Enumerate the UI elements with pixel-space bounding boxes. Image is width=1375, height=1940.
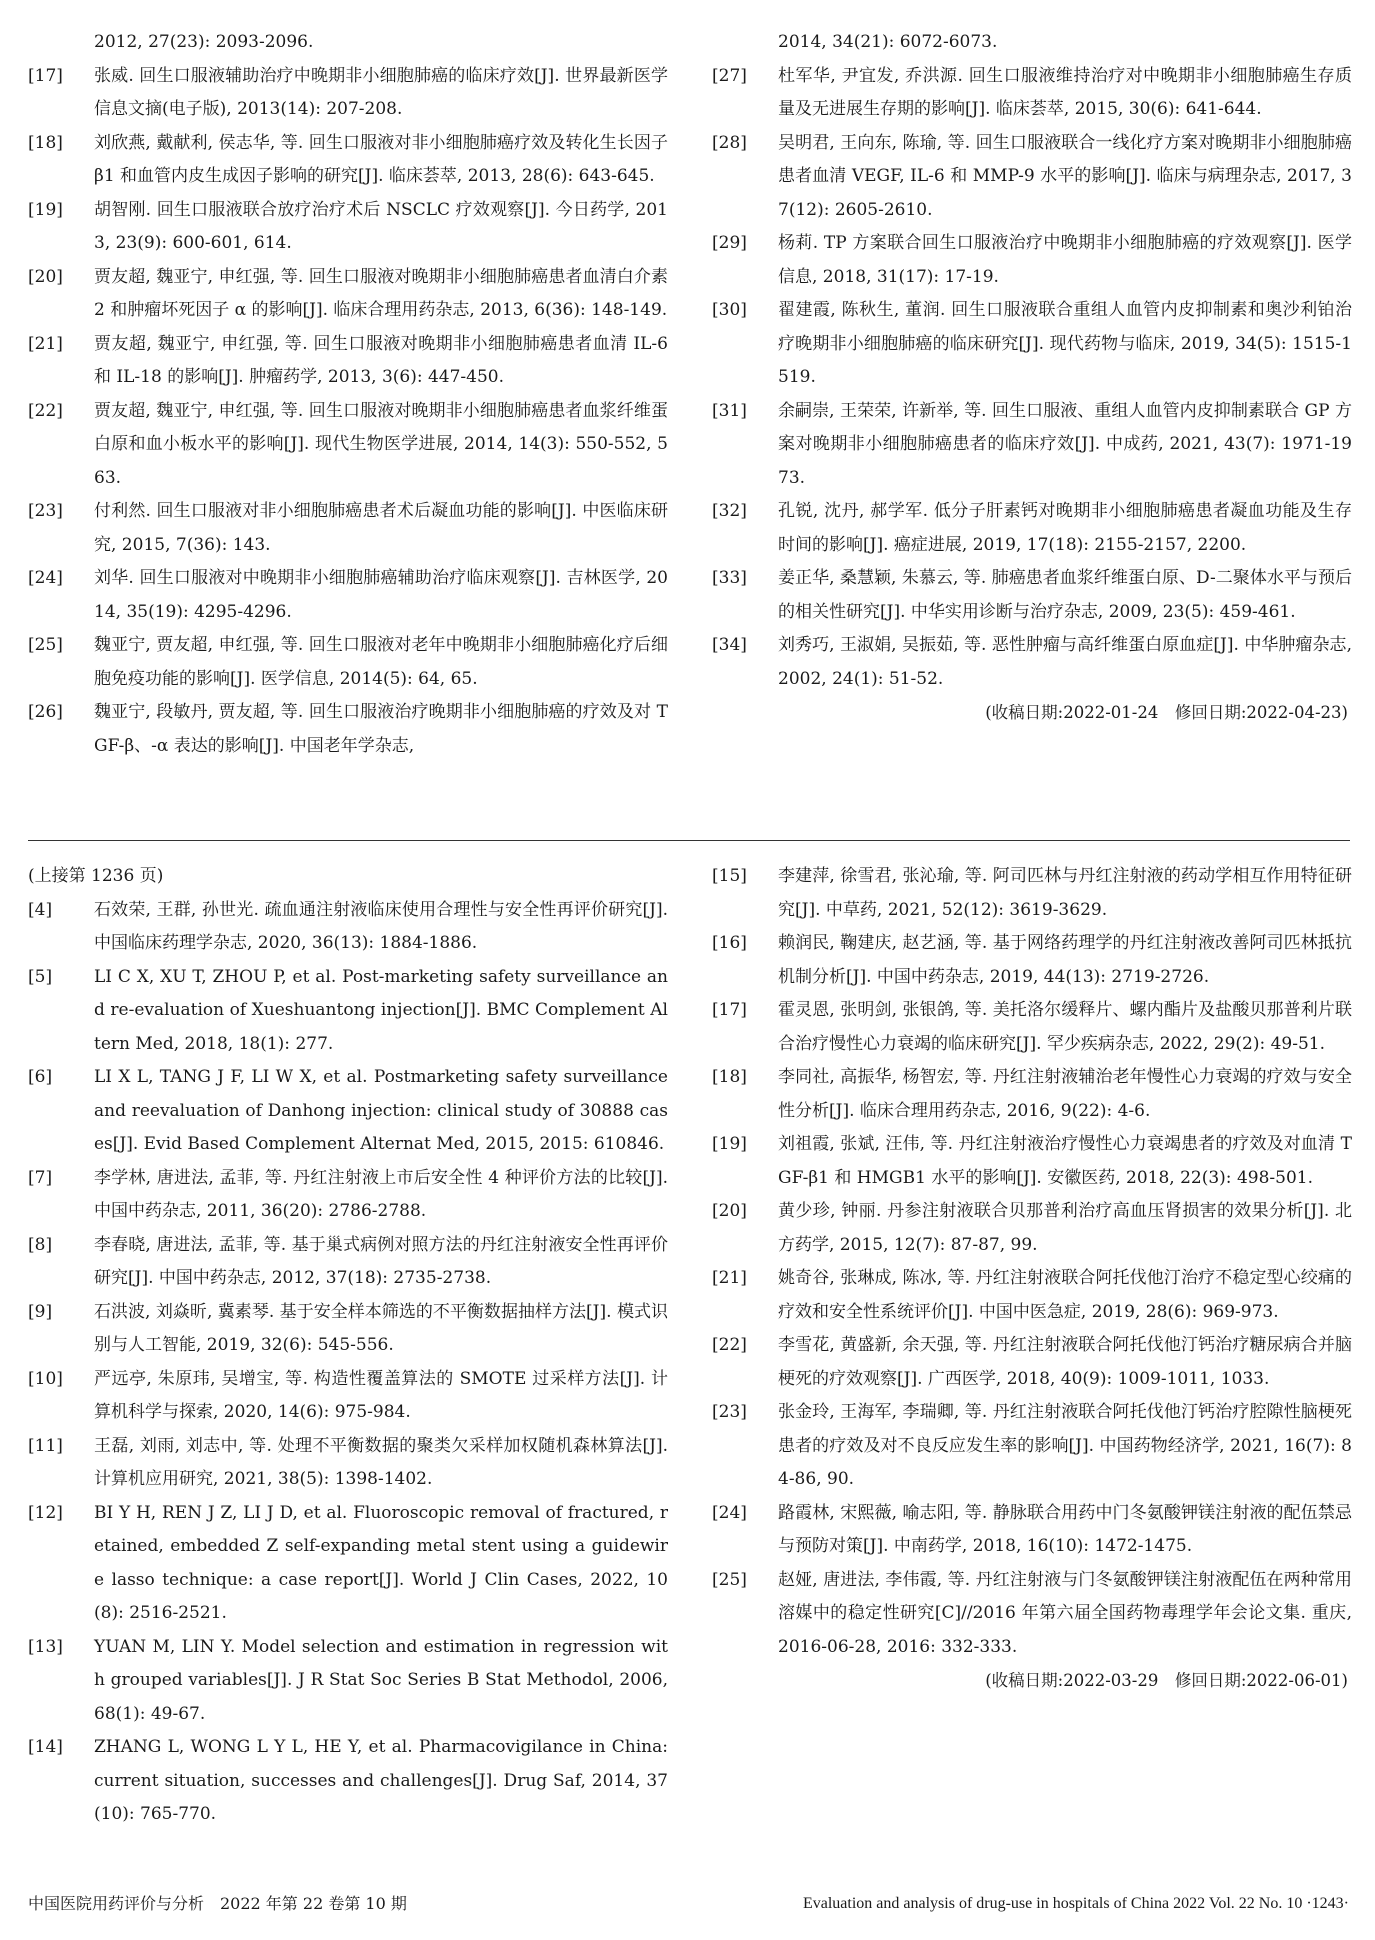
reference-number: [8] xyxy=(28,1234,53,1255)
reference-list xyxy=(28,894,668,1832)
reference-number: [14] xyxy=(28,1737,63,1757)
reference-entry xyxy=(28,328,668,395)
reference-text: 杨莉. TP 方案联合回生口服液治疗中晚期非小细胞肺癌的疗效观察[J]. 医学信息, 2018, 31(17): 17-19. xyxy=(778,233,1352,287)
reference-number: [32] xyxy=(712,501,747,521)
reference-entry xyxy=(28,961,668,1062)
reference-number: [6] xyxy=(28,1067,53,1087)
section-divider xyxy=(28,840,1350,841)
reference-text: 张金玲, 王海军, 李瑞卿, 等. 丹红注射液联合阿托伐他汀钙治疗腔隙性脑梗死患者的疗效及对不良反应发生率的影响[J]. 中国药物经济学, 2021, 16(7): 84-86, 90. xyxy=(778,1402,1352,1489)
reference-number: [23] xyxy=(28,501,63,521)
reference-number: [22] xyxy=(28,400,63,421)
reference-entry xyxy=(28,1363,668,1430)
reference-text: 李学林, 唐进法, 孟菲, 等. 丹红注射液上市后安全性 4 种评价方法的比较[J]. 中国中药杂志, 2011, 36(20): 2786-2788. xyxy=(94,1167,668,1221)
reference-number: [15] xyxy=(712,866,747,886)
reference-entry xyxy=(712,1497,1352,1564)
reference-entry xyxy=(712,1195,1352,1262)
reference-text: 石效荣, 王群, 孙世光. 疏血通注射液临床使用合理性与安全性再评价研究[J]. 中国临床药理学杂志, 2020, 36(13): 1884-1886. xyxy=(94,899,668,953)
reference-number: [5] xyxy=(28,966,53,987)
reference-number: [34] xyxy=(712,635,747,655)
reference-text: 刘欣燕, 戴献利, 侯志华, 等. 回生口服液对非小细胞肺癌疗效及转化生长因子 β1 和血管内皮生成因子影响的研究[J]. 临床荟萃, 2013, 28(6): 643-645. xyxy=(94,132,668,186)
reference-entry xyxy=(28,894,668,961)
reference-number: [24] xyxy=(28,568,63,588)
reference-text: LI C X, XU T, ZHOU P, et al. Post-marketing safety surveillance and re-evaluation of Xueshuantong injection[J]. BMC Complement Altern Med, 2018, 18(1): 277. xyxy=(94,966,668,1054)
reference-entry xyxy=(28,194,668,261)
reference-entry xyxy=(28,1229,668,1296)
reference-number: [25] xyxy=(712,1569,747,1590)
reference-text: 姚奇谷, 张琳成, 陈冰, 等. 丹红注射液联合阿托伐他汀治疗不稳定型心绞痛的疗效和安全性系统评价[J]. 中国中医急症, 2019, 28(6): 969-973. xyxy=(778,1268,1352,1322)
reference-text: ZHANG L, WONG L Y L, HE Y, et al. Pharmacovigilance in China: current situation, successes and challenges[J]. Drug Saf, 2014, 37(10): 765-770. xyxy=(94,1737,668,1824)
reference-entry xyxy=(28,629,668,696)
reference-text: 贾友超, 魏亚宁, 申红强, 等. 回生口服液对晚期非小细胞肺癌患者血清白介素 2 和肿瘤坏死因子 α 的影响[J]. 临床合理用药杂志, 2013, 6(36): 148-149. xyxy=(94,266,668,320)
reference-number: [21] xyxy=(28,333,63,354)
reference-entry xyxy=(28,1631,668,1732)
reference-entry xyxy=(28,1731,668,1832)
reference-number: [21] xyxy=(712,1268,747,1288)
reference-text: 李雪花, 黄盛新, 余天强, 等. 丹红注射液联合阿托伐他汀钙治疗糖尿病合并脑梗死的疗效观察[J]. 广西医学, 2018, 40(9): 1009-1011, 1033. xyxy=(778,1335,1352,1389)
reference-number: [20] xyxy=(28,266,63,287)
reference-entry xyxy=(712,1128,1352,1195)
reference-entry xyxy=(28,395,668,496)
reference-number: [26] xyxy=(28,702,63,722)
reference-entry xyxy=(712,1564,1352,1665)
reference-number: [13] xyxy=(28,1636,63,1657)
reference-list xyxy=(712,60,1352,697)
reference-number: [27] xyxy=(712,65,747,86)
reference-number: [25] xyxy=(28,635,63,655)
reference-text: 2012, 27(23): 2093-2096. xyxy=(94,32,314,52)
reference-text: 付利然. 回生口服液对非小细胞肺癌患者术后凝血功能的影响[J]. 中医临床研究, 2015, 7(36): 143. xyxy=(94,501,668,555)
reference-text: 2014, 34(21): 6072-6073. xyxy=(778,32,998,52)
reference-entry xyxy=(28,1430,668,1497)
reference-number: [16] xyxy=(712,933,747,953)
reference-text: 孔锐, 沈丹, 郝学军. 低分子肝素钙对晚期非小细胞肺癌患者凝血功能及生存时间的影响[J]. 癌症进展, 2019, 17(18): 2155-2157, 2200. xyxy=(778,501,1352,555)
reference-text: 赵娅, 唐进法, 李伟霞, 等. 丹红注射液与门冬氨酸钾镁注射液配伍在两种常用溶媒中的稳定性研究[C]//2016 年第六届全国药物毒理学年会论文集. 重庆, 2016-06-28, 2016: 332-333. xyxy=(778,1569,1352,1657)
reference-text: 姜正华, 桑慧颖, 朱慕云, 等. 肺癌患者血浆纤维蛋白原、D-二聚体水平与预后的相关性研究[J]. 中华实用诊断与治疗杂志, 2009, 23(5): 459-461. xyxy=(778,568,1352,622)
reference-number: [10] xyxy=(28,1368,63,1389)
reference-number: [11] xyxy=(28,1435,63,1456)
reference-text: BI Y H, REN J Z, LI J D, et al. Fluoroscopic removal of fractured, retained, embedded Z self-expanding metal stent using a guidewire lasso technique: a case report[J]. World J Clin Cases, 2022, 10(8): 2516-2521. xyxy=(94,1502,668,1623)
reference-text: YUAN M, LIN Y. Model selection and estimation in regression with grouped variables[J]. J R Stat Soc Series B Stat Methodol, 2006, 68(1): 49-67. xyxy=(94,1636,668,1724)
received-revised-dates: (收稿日期:2022-03-29 修回日期:2022-06-01) xyxy=(985,1671,1348,1690)
reference-entry xyxy=(712,562,1352,629)
reference-entry xyxy=(712,629,1352,696)
reference-list xyxy=(712,860,1352,1664)
reference-number: [4] xyxy=(28,899,53,920)
reference-number: [29] xyxy=(712,233,747,253)
reference-entry xyxy=(28,1162,668,1229)
reference-text: 杜军华, 尹宜发, 乔洪源. 回生口服液维持治疗对中晚期非小细胞肺癌生存质量及无进展生存期的影响[J]. 临床荟萃, 2015, 30(6): 641-644. xyxy=(778,65,1352,119)
bottom-right-column xyxy=(712,860,1352,1698)
reference-number: [12] xyxy=(28,1502,63,1523)
reference-number: [30] xyxy=(712,300,747,320)
reference-entry xyxy=(28,562,668,629)
reference-text: 吴明君, 王向东, 陈瑜, 等. 回生口服液联合一线化疗方案对晚期非小细胞肺癌患者血清 VEGF, IL-6 和 MMP-9 水平的影响[J]. 临床与病理杂志, 2017, 37(12): 2605-2610. xyxy=(778,132,1352,220)
reference-entry xyxy=(712,127,1352,228)
top-left-column xyxy=(28,26,668,763)
reference-number: [7] xyxy=(28,1167,53,1188)
reference-text: 魏亚宁, 贾友超, 申红强, 等. 回生口服液对老年中晚期非小细胞肺癌化疗后细胞免疫功能的影响[J]. 医学信息, 2014(5): 64, 65. xyxy=(94,635,668,689)
reference-text: 路霞林, 宋熙薇, 喻志阳, 等. 静脉联合用药中门冬氨酸钾镁注射液的配伍禁忌与预防对策[J]. 中南药学, 2018, 16(10): 1472-1475. xyxy=(778,1502,1352,1556)
reference-continuation xyxy=(712,26,1352,60)
reference-text: 李同社, 高振华, 杨智宏, 等. 丹红注射液辅治老年慢性心力衰竭的疗效与安全性分析[J]. 临床合理用药杂志, 2016, 9(22): 4-6. xyxy=(778,1067,1352,1121)
reference-entry xyxy=(28,1497,668,1631)
continued-from-note: (上接第 1236 页) xyxy=(28,866,164,886)
reference-entry xyxy=(712,1329,1352,1396)
reference-number: [19] xyxy=(28,199,63,220)
reference-entry xyxy=(712,994,1352,1061)
reference-text: 李春晓, 唐进法, 孟菲, 等. 基于巢式病例对照方法的丹红注射液安全性再评价研究[J]. 中国中药杂志, 2012, 37(18): 2735-2738. xyxy=(94,1234,668,1288)
reference-text: 贾友超, 魏亚宁, 申红强, 等. 回生口服液对晚期非小细胞肺癌患者血浆纤维蛋白原和血小板水平的影响[J]. 现代生物医学进展, 2014, 14(3): 550-552, 563. xyxy=(94,400,668,488)
reference-number: [17] xyxy=(712,1000,747,1020)
reference-number: [18] xyxy=(712,1067,747,1087)
reference-entry xyxy=(28,1061,668,1162)
bottom-left-column xyxy=(28,860,668,1832)
reference-entry xyxy=(712,927,1352,994)
reference-list xyxy=(28,60,668,764)
reference-entry xyxy=(712,1061,1352,1128)
reference-text: 贾友超, 魏亚宁, 申红强, 等. 回生口服液对晚期非小细胞肺癌患者血清 IL-6 和 IL-18 的影响[J]. 肿瘤药学, 2013, 3(6): 447-450. xyxy=(94,333,668,387)
reference-entry xyxy=(28,1296,668,1363)
reference-text: 胡智刚. 回生口服液联合放疗治疗术后 NSCLC 疗效观察[J]. 今日药学, 2013, 23(9): 600-601, 614. xyxy=(94,199,668,253)
reference-text: 刘秀巧, 王淑娟, 吴振茹, 等. 恶性肿瘤与高纤维蛋白原血症[J]. 中华肿瘤杂志, 2002, 24(1): 51-52. xyxy=(778,635,1352,689)
reference-text: LI X L, TANG J F, LI W X, et al. Postmarketing safety surveillance and reevaluation of Danhong injection: clinical study of 30888 cases[J]. Evid Based Complement Alternat Med, 2015, 2015: 610846. xyxy=(94,1067,668,1154)
reference-entry xyxy=(712,860,1352,927)
reference-text: 霍灵恩, 张明剑, 张银鸽, 等. 美托洛尔缓释片、螺内酯片及盐酸贝那普利片联合治疗慢性心力衰竭的临床研究[J]. 罕少疾病杂志, 2022, 29(2): 49-51. xyxy=(778,1000,1352,1054)
footer-journal-en: Evaluation and analysis of drug-use in hospitals of China 2022 Vol. 22 No. 10 ·1243· xyxy=(802,1895,1349,1912)
reference-entry xyxy=(712,1396,1352,1497)
reference-number: [33] xyxy=(712,568,747,588)
reference-text: 张威. 回生口服液辅助治疗中晚期非小细胞肺癌的临床疗效[J]. 世界最新医学信息文摘(电子版), 2013(14): 207-208. xyxy=(94,65,668,119)
reference-entry xyxy=(28,127,668,194)
reference-entry xyxy=(712,294,1352,395)
reference-number: [23] xyxy=(712,1402,747,1422)
reference-number: [24] xyxy=(712,1502,747,1523)
reference-continuation xyxy=(28,26,668,60)
reference-text: 李建萍, 徐雪君, 张沁瑜, 等. 阿司匹林与丹红注射液的药动学相互作用特征研究[J]. 中草药, 2021, 52(12): 3619-3629. xyxy=(778,866,1352,920)
reference-entry xyxy=(712,60,1352,127)
reference-entry xyxy=(712,227,1352,294)
reference-entry xyxy=(28,261,668,328)
reference-text: 刘祖霞, 张斌, 汪伟, 等. 丹红注射液治疗慢性心力衰竭患者的疗效及对血清 TGF-β1 和 HMGB1 水平的影响[J]. 安徽医药, 2018, 22(3): 498-501. xyxy=(778,1134,1352,1188)
reference-entry xyxy=(28,696,668,763)
reference-text: 余嗣崇, 王荣荣, 许新举, 等. 回生口服液、重组人血管内皮抑制素联合 GP 方案对晚期非小细胞肺癌患者的临床疗效[J]. 中成药, 2021, 43(7): 1971-1973. xyxy=(778,400,1352,488)
reference-entry xyxy=(712,395,1352,496)
reference-text: 刘华. 回生口服液对中晚期非小细胞肺癌辅助治疗临床观察[J]. 吉林医学, 2014, 35(19): 4295-4296. xyxy=(94,568,668,622)
reference-entry xyxy=(712,1262,1352,1329)
reference-number: [20] xyxy=(712,1201,747,1221)
reference-number: [18] xyxy=(28,132,63,153)
reference-text: 魏亚宁, 段敏丹, 贾友超, 等. 回生口服液治疗晚期非小细胞肺癌的疗效及对 TGF-β、-α 表达的影响[J]. 中国老年学杂志, xyxy=(94,702,668,756)
footer-journal-cn: 中国医院用药评价与分析 2022 年第 22 卷第 10 期 xyxy=(28,1894,407,1913)
reference-text: 翟建霞, 陈秋生, 董润. 回生口服液联合重组人血管内皮抑制素和奥沙利铂治疗晚期非小细胞肺癌的临床研究[J]. 现代药物与临床, 2019, 34(5): 1515-1519. xyxy=(778,300,1352,387)
reference-number: [9] xyxy=(28,1301,53,1322)
reference-number: [22] xyxy=(712,1335,747,1355)
reference-number: [19] xyxy=(712,1134,747,1154)
reference-text: 严远亭, 朱原玮, 吴增宝, 等. 构造性覆盖算法的 SMOTE 过采样方法[J]. 计算机科学与探索, 2020, 14(6): 975-984. xyxy=(94,1368,668,1422)
reference-text: 黄少珍, 钟丽. 丹参注射液联合贝那普利治疗高血压肾损害的效果分析[J]. 北方药学, 2015, 12(7): 87-87, 99. xyxy=(778,1201,1352,1255)
reference-number: [17] xyxy=(28,65,63,86)
reference-text: 王磊, 刘雨, 刘志中, 等. 处理不平衡数据的聚类欠采样加权随机森林算法[J]. 计算机应用研究, 2021, 38(5): 1398-1402. xyxy=(94,1435,668,1489)
received-revised-dates: (收稿日期:2022-01-24 修回日期:2022-04-23) xyxy=(985,703,1348,722)
reference-number: [31] xyxy=(712,400,747,421)
reference-entry xyxy=(28,495,668,562)
reference-text: 石洪波, 刘焱昕, 冀素琴. 基于安全样本筛选的不平衡数据抽样方法[J]. 模式识别与人工智能, 2019, 32(6): 545-556. xyxy=(94,1301,668,1355)
reference-number: [28] xyxy=(712,132,747,153)
reference-entry xyxy=(712,495,1352,562)
top-right-column xyxy=(712,26,1352,730)
reference-text: 赖润民, 鞠建庆, 赵艺涵, 等. 基于网络药理学的丹红注射液改善阿司匹林抵抗机制分析[J]. 中国中药杂志, 2019, 44(13): 2719-2726. xyxy=(778,933,1352,987)
reference-entry xyxy=(28,60,668,127)
